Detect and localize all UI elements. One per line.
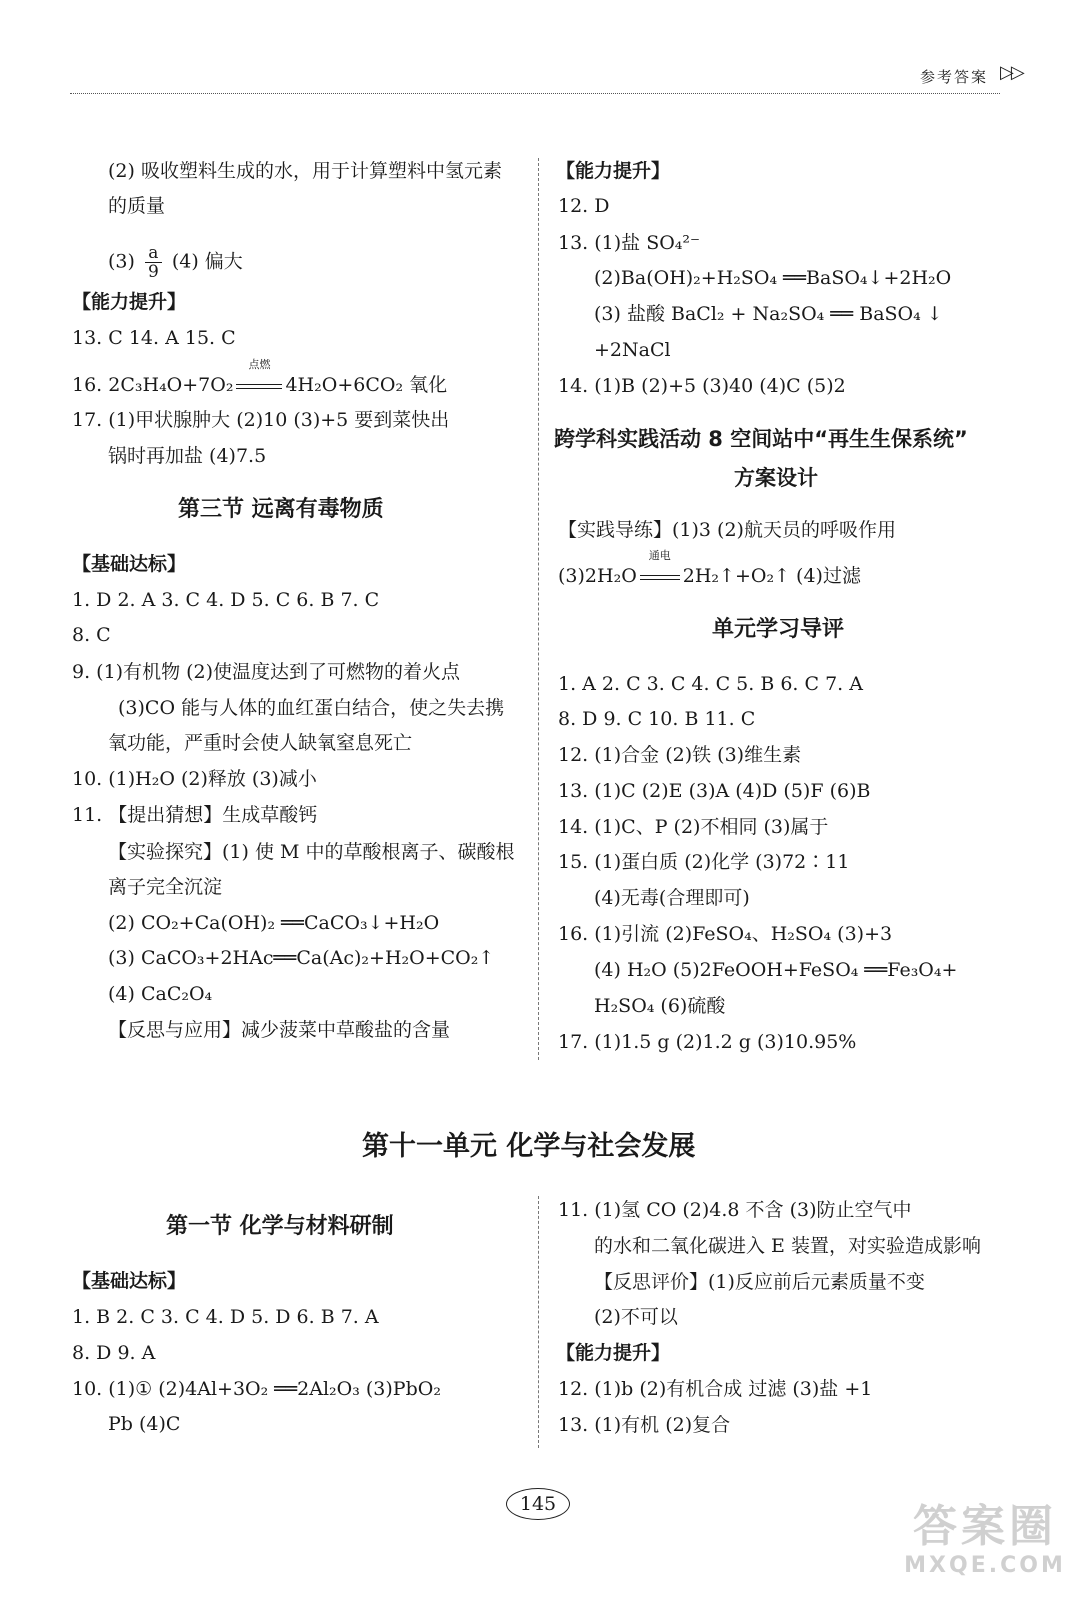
answer-line: 1. D 2. A 3. C 4. D 5. C 6. B 7. C (72, 589, 380, 611)
watermark-logo (890, 1500, 1080, 1596)
answer-line: (2)不可以 (594, 1306, 678, 1328)
header-label: 参考答案 (920, 68, 989, 86)
equation-left: (3)2H₂O (558, 565, 637, 587)
answer-line: Pb (4)C (108, 1413, 181, 1435)
answer-line: 15. (1)蛋白质 (2)化学 (3)72∶11 (558, 851, 850, 873)
equation-condition: 通电 (648, 549, 671, 562)
activity-title-cont: 方案设计 (734, 466, 818, 490)
ability-header: 【能力提升】 (556, 160, 671, 182)
equation-right: 4H₂O+6CO₂ 氧化 (285, 374, 448, 396)
page-number: 145 (506, 1488, 570, 1520)
equation-left: 16. 2C₃H₄O+7O₂ (72, 374, 234, 396)
answer-line: 锅时再加盐 (4)7.5 (108, 445, 267, 467)
answer-line: 13. C 14. A 15. C (72, 327, 236, 349)
answer-line: 离子完全沉淀 (108, 876, 223, 898)
answer-line: 11. 【提出猜想】生成草酸钙 (72, 804, 318, 826)
answer-line: 16. (1)引流 (2)FeSO₄、H₂SO₄ (3)+3 (558, 923, 893, 945)
column-divider-top (538, 158, 539, 1060)
section-title: 单元学习导评 (712, 617, 845, 642)
answer-line: (2) CO₂+Ca(OH)₂ ══CaCO₃↓+H₂O (108, 912, 440, 934)
fraction-denominator: 9 (147, 262, 159, 282)
column-divider-bottom (538, 1196, 539, 1448)
answer-line: 氧功能，严重时会使人缺氧窒息死亡 (108, 732, 413, 754)
watermark-text: 答案圈 (913, 1501, 1057, 1552)
header-arrow-icon: ▷▷ (1000, 62, 1022, 83)
answer-line: +2NaCl (594, 339, 671, 361)
equation-arrow (233, 358, 285, 397)
answer-line: 【反思与应用】减少菠菜中草酸盐的含量 (108, 1019, 451, 1041)
answer-line: (4)无毒(合理即可) (594, 887, 750, 909)
section-title: 第三节 远离有毒物质 (178, 497, 384, 522)
fraction-prefix: (3) (108, 250, 141, 273)
answer-line: (3)CO 能与人体的血红蛋白结合，使之失去携 (118, 697, 505, 719)
answer-line-equation (558, 549, 861, 588)
answer-line: 8. D 9. C 10. B 11. C (558, 708, 756, 730)
activity-title: 跨学科实践活动 8 空间站中“再生生保系统” (554, 427, 968, 451)
answer-line: 11. (1)氢 CO (2)4.8 不含 (3)防止空气中 (558, 1199, 912, 1221)
answer-line: 的水和二氧化碳进入 E 装置，对实验造成影响 (594, 1235, 981, 1257)
answer-line-fraction (108, 244, 243, 281)
answer-line: 9. (1)有机物 (2)使温度达到了可燃物的着火点 (72, 661, 461, 683)
answer-line: 14. (1)B (2)+5 (3)40 (4)C (5)2 (558, 375, 846, 397)
answer-line: 13. (1)盐 SO₄²⁻ (558, 232, 701, 254)
answer-line: 【实践导练】(1)3 (2)航天员的呼吸作用 (558, 519, 896, 541)
watermark-domain: MXQE.COM (904, 1553, 1066, 1578)
answer-line-equation (72, 358, 448, 397)
answer-line: (4) CaC₂O₄ (108, 983, 213, 1005)
answer-line: (4) H₂O (5)2FeOOH+FeSO₄ ══Fe₃O₄+ (594, 959, 958, 981)
answer-line: (2)Ba(OH)₂+H₂SO₄ ══BaSO₄↓+2H₂O (594, 267, 952, 289)
fraction-suffix: (4) 偏大 (171, 250, 243, 273)
answer-line: H₂SO₄ (6)硫酸 (594, 995, 726, 1017)
answer-line: (3) CaCO₃+2HAc══Ca(Ac)₂+H₂O+CO₂↑ (108, 947, 495, 969)
answer-line: (3) 盐酸 BaCl₂ + Na₂SO₄ ══ BaSO₄ ↓ (594, 303, 943, 325)
answer-line: 12. D (558, 195, 610, 217)
answer-line: 13. (1)C (2)E (3)A (4)D (5)F (6)B (558, 780, 871, 802)
basic-header: 【基础达标】 (72, 1270, 187, 1292)
equation-condition: 点燃 (248, 358, 271, 371)
answer-line: 的质量 (108, 195, 166, 217)
equation-arrow (637, 549, 683, 588)
answer-line: 12. (1)b (2)有机合成 过滤 (3)盐 +1 (558, 1378, 873, 1400)
ability-header: 【能力提升】 (556, 1342, 671, 1364)
answer-line: 14. (1)C、P (2)不相同 (3)属于 (558, 816, 829, 838)
basic-header: 【基础达标】 (72, 553, 187, 575)
fraction-numerator: a (145, 244, 162, 263)
header-rule (70, 93, 1000, 94)
fraction (145, 244, 162, 281)
answer-line: 【实验探究】(1) 使 M 中的草酸根离子、碳酸根 (108, 841, 515, 863)
answer-line: 17. (1)1.5 g (2)1.2 g (3)10.95% (558, 1031, 857, 1053)
section-title: 第一节 化学与材料研制 (166, 1214, 394, 1239)
unit-title: 第十一单元 化学与社会发展 (362, 1131, 696, 1162)
answer-line: (2) 吸收塑料生成的水，用于计算塑料中氢元素 (108, 160, 502, 182)
answer-line: 10. (1)H₂O (2)释放 (3)减小 (72, 768, 317, 790)
answer-line: 10. (1)① (2)4Al+3O₂ ══2Al₂O₃ (3)PbO₂ (72, 1378, 441, 1400)
answer-line: 12. (1)合金 (2)铁 (3)维生素 (558, 744, 802, 766)
ability-header: 【能力提升】 (72, 291, 187, 313)
answer-line: 8. C (72, 624, 111, 646)
answer-line: 8. D 9. A (72, 1342, 156, 1364)
answer-line: 【反思评价】(1)反应前后元素质量不变 (594, 1271, 925, 1293)
equation-right: 2H₂↑+O₂↑ (4)过滤 (682, 565, 861, 587)
answer-line: 17. (1)甲状腺肿大 (2)10 (3)+5 要到菜快出 (72, 409, 450, 431)
answer-line: 13. (1)有机 (2)复合 (558, 1414, 731, 1436)
answer-line: 1. A 2. C 3. C 4. C 5. B 6. C 7. A (558, 673, 863, 695)
answer-line: 1. B 2. C 3. C 4. D 5. D 6. B 7. A (72, 1306, 379, 1328)
